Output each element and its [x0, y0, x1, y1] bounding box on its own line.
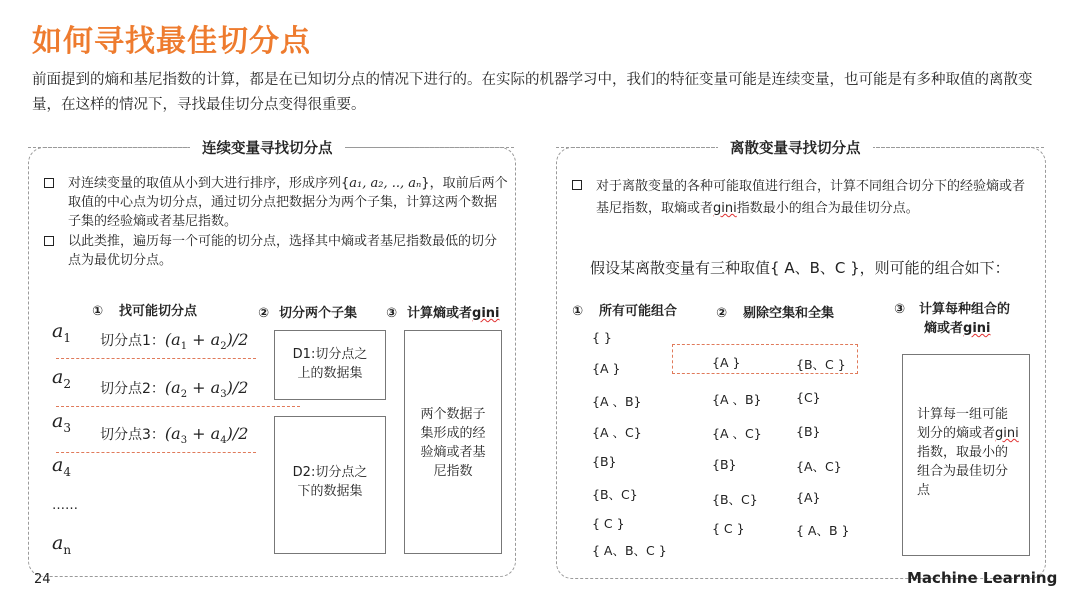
continuous-bullet-1: [44, 174, 508, 234]
value-a3: $a_3$: [52, 410, 71, 435]
cut-line-3: [56, 452, 256, 453]
pair-4-left: {B}: [712, 457, 737, 472]
pair-2-left: {A 、B}: [712, 392, 762, 407]
discrete-col-1-header: ① 所有可能组合: [572, 304, 678, 319]
discrete-col-2-header: ② 剔除空集和全集: [716, 306, 835, 321]
discrete-bullet: 对于离散变量的各种可能取值进行组合，计算不同组合切分下的经验熵或者基尼指数，取熵或者gini指数最小的组合为最佳切分点。: [572, 176, 1032, 218]
continuous-bullet-2: [44, 232, 508, 272]
value-a4: $a_4$: [52, 454, 71, 479]
d2-box: D2:切分点之下的数据集: [274, 416, 386, 554]
pair-1-left: {A }: [712, 355, 741, 370]
ellipsis: ……: [52, 498, 78, 513]
pair-1-right: {B、C }: [796, 357, 846, 372]
brand-label: Machine Learning: [907, 569, 1058, 587]
combo-all-6: {B、C}: [592, 487, 638, 502]
square-bullet-icon: [44, 236, 54, 246]
square-bullet-icon: [572, 180, 582, 190]
square-bullet-icon: [44, 178, 54, 188]
cut-point-3: 切分点3：$(a_3 + a_4)/2$: [100, 424, 249, 447]
combo-all-2: {A }: [592, 361, 621, 376]
continuous-col-2-header: ② 切分两个子集: [258, 306, 358, 321]
combo-all-5: {B}: [592, 454, 617, 469]
bullet-1-sequence: a₁, a₂, .., aₙ: [349, 176, 422, 191]
continuous-calc-box: 两个数据子集形成的经验熵或者基尼指数: [404, 330, 502, 554]
combo-all-1: { }: [592, 330, 612, 345]
page-number: 24: [34, 572, 51, 587]
combo-all-8: { A、B、C }: [592, 543, 667, 558]
d1-box: D1:切分点之上的数据集: [274, 330, 386, 400]
pair-2-right: {C}: [796, 390, 821, 405]
cut-line-1: [56, 358, 256, 359]
continuous-col-3-header: ③ 计算熵或者gini: [386, 306, 500, 321]
pair-5-right: {A}: [796, 490, 821, 505]
assumption-text: 假设某离散变量有三种取值{ A、B、C }，则可能的组合如下：: [590, 259, 1010, 277]
combo-all-3: {A 、B}: [592, 394, 642, 409]
discrete-heading: 离散变量寻找切分点: [718, 137, 873, 158]
bullet-1-text-a: 对连续变量的取值从小到大进行排序，形成序列{: [68, 176, 350, 191]
pair-5-left: {B、C}: [712, 492, 758, 507]
pair-6-right: { A、B }: [796, 523, 850, 538]
intro-paragraph: 前面提到的熵和基尼指数的计算，都是在已知切分点的情况下进行的。在实际的机器学习中，我们的特征变量可能是连续变量，也可能是有多种取值的离散变量，在这样的情况下，寻找最佳切分点变得很重要。: [32, 72, 1033, 113]
cut-line-2: [56, 406, 300, 407]
discrete-calc-box: 计算每一组可能划分的熵或者gini指数，取最小的组合为最佳切分点: [902, 354, 1030, 556]
combo-all-4: {A 、C}: [592, 425, 642, 440]
continuous-heading: 连续变量寻找切分点: [190, 137, 345, 158]
page-title: 如何寻找最佳切分点: [32, 24, 311, 59]
value-a1: $a_1$: [52, 320, 71, 345]
bullet-2-text: 以此类推，遍历每一个可能的切分点，选择其中熵或者基尼指数最低的切分点为最优切分点。: [68, 234, 498, 268]
combo-all-7: { C }: [592, 516, 625, 531]
pair-3-right: {B}: [796, 424, 821, 439]
pair-3-left: {A 、C}: [712, 426, 762, 441]
pair-6-left: { C }: [712, 521, 745, 536]
pair-4-right: {A、C}: [796, 459, 842, 474]
value-a2: $a_2$: [52, 366, 71, 391]
cut-point-2: 切分点2：$(a_2 + a_3)/2$: [100, 378, 249, 401]
discrete-col-3-header: ③ 计算每种组合的 熵或者gini: [894, 302, 1011, 336]
bullet-1-text-b: }，取前后两个取值的中心点为切分点，通过切分点把数据分为两个子集，计算这两个数据子集的经验熵或者基尼指数。: [68, 176, 508, 229]
cut-point-1: 切分点1：$(a_1 + a_2)/2$: [100, 330, 249, 353]
value-an: $a_n$: [52, 532, 72, 557]
continuous-col-1-header: ① 找可能切分点: [92, 304, 198, 319]
